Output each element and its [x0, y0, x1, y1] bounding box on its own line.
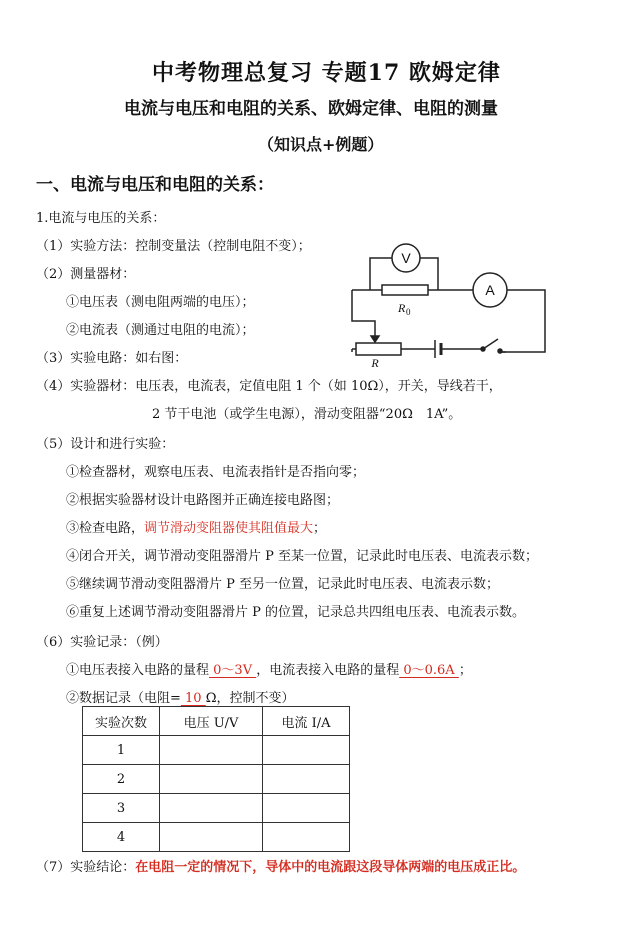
trial-number: 3: [83, 794, 160, 823]
voltmeter-label: V: [401, 250, 411, 266]
voltage-cell: [160, 794, 263, 823]
slider-arrowhead-icon: [371, 336, 379, 342]
design-heading: （5）设计和进行实验：: [36, 437, 175, 452]
materials-line-2: 2 节干电池（或学生电源），滑动变阻器“20Ω 1A”。: [152, 407, 462, 422]
step-check-circuit: [66, 517, 326, 536]
step-repeat: ⑥重复上述调节滑动变阻器滑片 P 的位置，记录总共四组电压表、电流表示数。: [66, 605, 526, 620]
conclusion-text: 在电阻一定的情况下，导体中的电流跟这段导体两端的电压成正比。: [135, 860, 526, 875]
step-adjust-again: ⑤继续调节滑动变阻器滑片 P 至另一位置，记录此时电压表、电流表示数；: [66, 577, 500, 592]
conclusion-label: （7）实验结论：: [36, 860, 136, 875]
table-row: [83, 794, 350, 823]
step-close-switch: ④闭合开关，调节滑动变阻器滑片 P 至某一位置，记录此时电压表、电流表示数；: [66, 549, 539, 564]
circuit-line: （3）实验电路：如右图：: [36, 351, 188, 366]
wire: [502, 290, 545, 352]
current-cell: [263, 794, 350, 823]
resistance-value: 10: [180, 691, 206, 706]
trial-number: 1: [83, 736, 160, 765]
current-cell: [263, 736, 350, 765]
page-tag: （知识点+例题）: [258, 135, 384, 154]
table-row: [83, 736, 350, 765]
table-row: [83, 765, 350, 794]
switch-contact-icon: [498, 349, 502, 353]
range-line: [66, 659, 472, 678]
tool-ammeter: ②电流表（测通过电阻的电流）；: [66, 323, 255, 338]
current-cell: [263, 765, 350, 794]
resistor-label: R: [398, 301, 406, 315]
rheostat-icon: [356, 343, 401, 355]
data-label-b: Ω，控制不变）: [205, 691, 295, 706]
record-heading: （6）实验记录：（例）: [36, 635, 168, 650]
rheostat-label: R: [371, 356, 379, 367]
range-label-c: ；: [458, 663, 472, 678]
trial-number: 2: [83, 765, 160, 794]
conclusion-line: [36, 856, 525, 875]
data-table: [82, 706, 350, 852]
page-title: 中考物理总复习 专题17 欧姆定律: [152, 60, 501, 86]
step-3-prefix: ③检查电路，: [66, 521, 145, 536]
table-row: [83, 823, 350, 852]
header-current: 电流 I/A: [263, 707, 350, 736]
range-label-a: ①电压表接入电路的量程: [66, 663, 210, 678]
voltage-cell: [160, 736, 263, 765]
header-voltage: 电压 U/V: [160, 707, 263, 736]
method-line: （1）实验方法：控制变量法（控制电阻不变）；: [36, 239, 311, 254]
voltage-cell: [160, 823, 263, 852]
step-connect-circuit: ②根据实验器材设计电路图并正确连接电路图；: [66, 493, 340, 508]
current-cell: [263, 823, 350, 852]
section-heading: 一、电流与电压和电阻的关系：: [36, 175, 274, 195]
tool-voltmeter: ①电压表（测电阻两端的电压）；: [66, 295, 255, 310]
wire: [352, 290, 375, 331]
step-check-meters: ①检查器材，观察电压表、电流表指针是否指向零；: [66, 465, 366, 480]
table-header-row: [83, 707, 350, 736]
range-label-b: ，电流表接入电路的量程: [256, 663, 400, 678]
resistor-icon: [382, 285, 428, 295]
ammeter-label: A: [485, 282, 495, 298]
header-trial: 实验次数: [83, 707, 160, 736]
trial-number: 4: [83, 823, 160, 852]
step-3-highlight: 调节滑动变阻器使其阻值最大: [144, 521, 314, 536]
data-record-line: [66, 687, 295, 706]
page-subtitle: 电流与电压和电阻的关系、欧姆定律、电阻的测量: [124, 99, 498, 119]
voltage-cell: [160, 765, 263, 794]
resistor-subscript: 0: [406, 307, 411, 317]
current-range-value: 0～0.6A: [399, 663, 459, 678]
materials-line-1: （4）实验器材：电压表，电流表，定值电阻 1 个（如 10Ω），开关，导线若干，: [36, 379, 502, 394]
subsection-heading: 1.电流与电压的关系：: [36, 211, 166, 226]
circuit-diagram: [346, 237, 551, 367]
tools-heading: （2）测量器材：: [36, 267, 136, 282]
voltage-range-value: 0～3V: [209, 663, 257, 678]
switch-blade-icon: [483, 339, 498, 349]
data-label-a: ②数据记录（电阻=: [66, 691, 181, 706]
step-3-suffix: ；: [313, 521, 327, 536]
